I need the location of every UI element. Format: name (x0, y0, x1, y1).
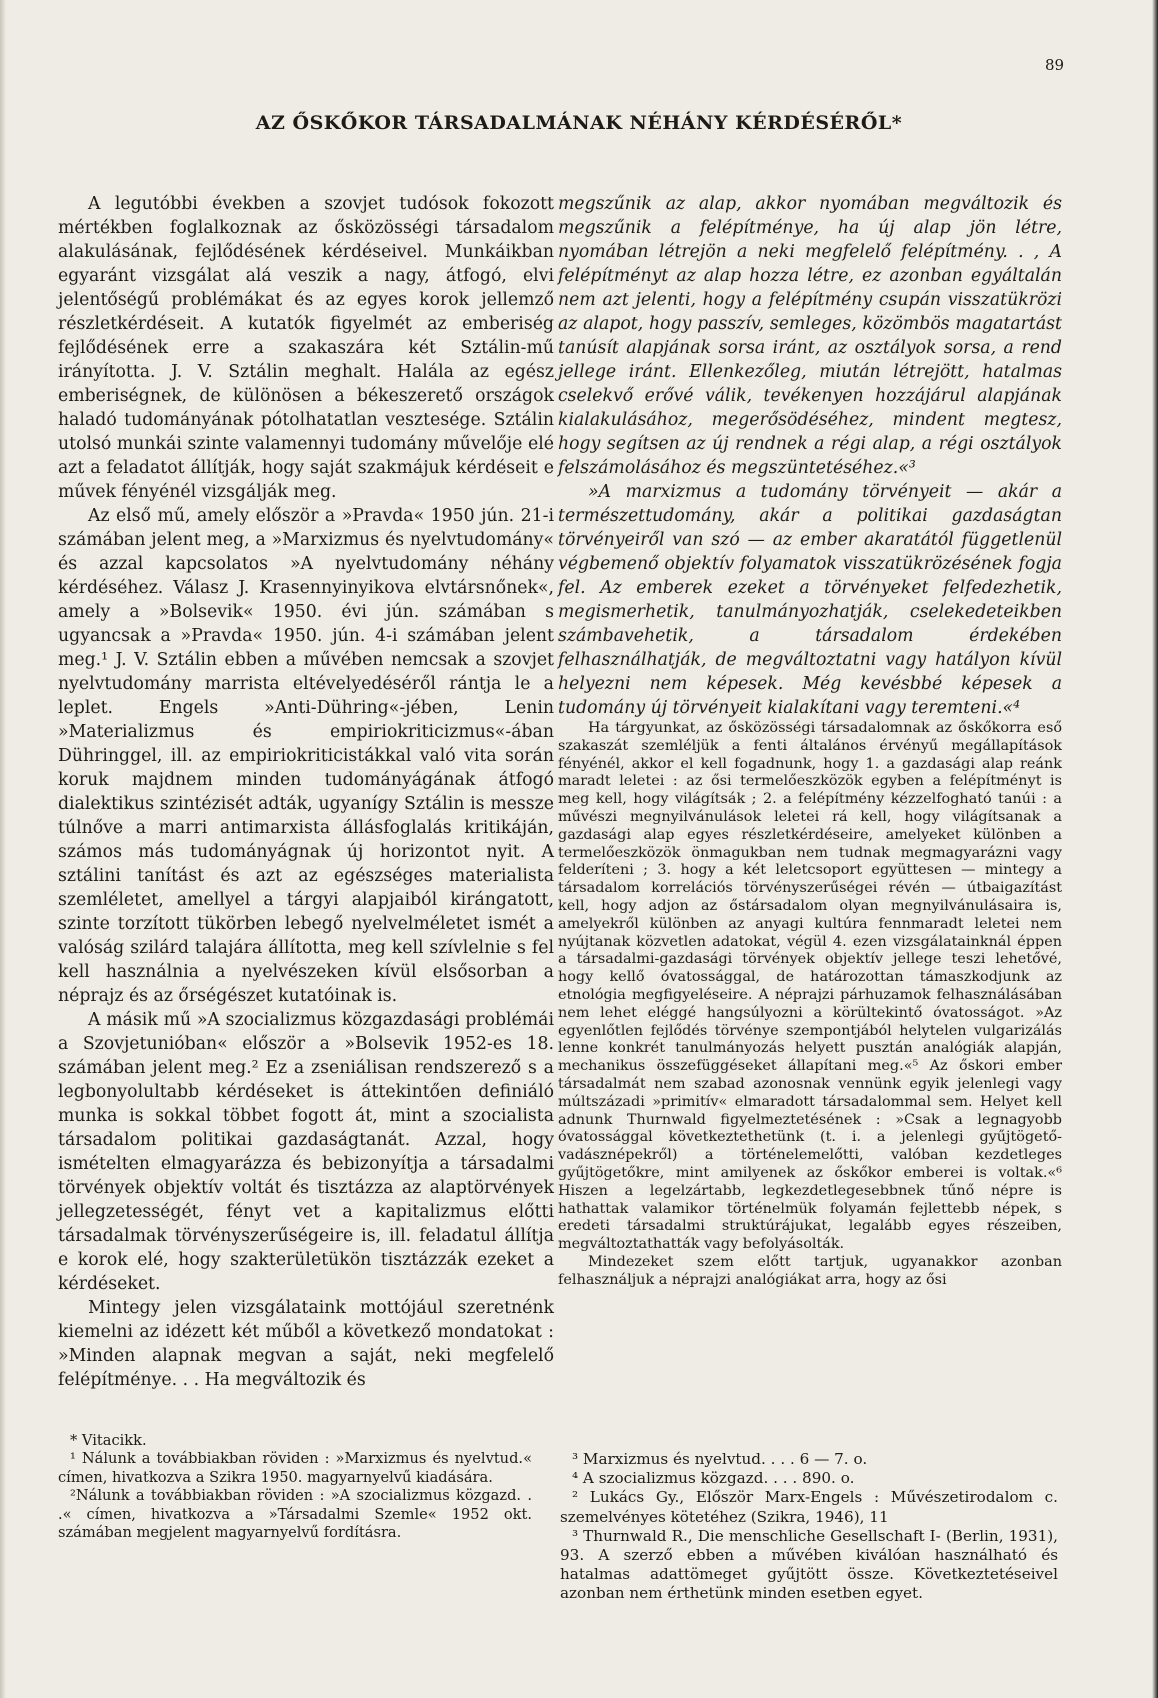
footnote: ² Lukács Gy., Először Marx-Engels : Művészetirodalom c. szemelvényes kötetéhez (Szikra, 1946), 11 (560, 1488, 1058, 1526)
scan-edge-left (0, 0, 6, 1698)
footnote: ²Nálunk a továbbiakban röviden : »A szocializmus közgazd. . .« címen, hivatkozva a »Társadalmi Szemle« 1952 okt. számában megjelent magyarnyelvű fordításra. (58, 1487, 532, 1542)
paragraph: Mindezeket szem előtt tartjuk, ugyanakkor azonban felhasználjuk a néprajzi analógiákat arra, hogy az ősi (558, 1253, 1062, 1288)
footnote: * Vitacikk. (70, 1432, 147, 1449)
paragraph-quote: megszűnik az alap, akkor nyomában megváltozik és megszűnik a felépítménye, ha új alap jön létre, nyomában létrejön a neki megfelelő felépítmény. . , A felépítményt az alap hozza létre, ez azonban egyáltalán nem azt jelenti, hogy a felépítmény csupán visszatükrözi az alapot, hogy passzív, semleges, közömbös magatartást tanúsít alapjának sorsa iránt, az osztályok sorsa, a rend jellege iránt. Ellenkezőleg, miután létrejött, hatalmas cselekvő erővé válik, tevékenyen hozzájárul alapjának kialakulásához, megerősödéséhez, mindent megtesz, hogy segítsen az új rendnek a régi alap, a régi osztályok felszámolásához és megszüntetéséhez.«³ (558, 194, 1062, 478)
footnote: ¹ Nálunk a továbbiakban röviden : »Marxizmus és nyelvtud.« címen, hivatkozva a Szikra 1950. magyarnyelvű kiadására. (58, 1450, 532, 1486)
footnote: ³ Thurnwald R., Die menschliche Gesellschaft I- (Berlin, 1931), 93. A szerző ebben a művében kiválóan használható és hatalmas adattömeget gyűjtött össze. Következtetéseivel azonban nem érthetünk minden esetben egyet. (560, 1526, 1058, 1603)
footnotes-right (560, 1450, 1058, 1604)
paragraph: A másik mű »A szocializmus közgazdasági problémái a Szovjetunióban« először a »Bolsevik 1952-es 18. számában jelent meg.² Ez a zseniálisan rendszerező s a legbonyolultabb kérdéseket is áttekintően definiáló munka is sokkal többet fogott át, mint a szocialista társadalom politikai gazdaságtanát. Azzal, hogy ismételten elmagyarázza és bebizonyítja a társadalmi törvények objektív voltát és tisztázza az alaptörvények jellegzetességét, fényt vet a kapitalizmus előtti társadalmak törvényszerűségeire is, ill. feladatul állítja e korok elé, hogy szakterületükön tisztázzák ezeket a kérdéseket. (58, 1010, 554, 1294)
footnote: ³ Marxizmus és nyelvtud. . . . 6 — 7. o. (572, 1450, 868, 1468)
right-column (558, 192, 1062, 1290)
article-title: AZ ŐSKŐKOR TÁRSADALMÁNAK NÉHÁNY KÉRDÉSÉRŐL* (255, 112, 903, 134)
paragraph: Az első mű, amely először a »Pravda« 1950 jún. 21-i számában jelent meg, a »Marxizmus és nyelvtudomány« és azzal kapcsolatos »A nyelvtudomány néhány kérdéséhez. Válasz J. Krasennyinyikova elvtársnőnek«, amely a »Bolsevik« 1950. évi jún. számában s ugyancsak a »Pravda« 1950. jún. 4-i számában jelent meg.¹ J. V. Sztálin ebben a művében nemcsak a szovjet nyelvtudomány marrista eltévelyedéséről rántja le a leplet. Engels »Anti-Dühring«-jében, Lenin »Materializmus és empiriokriticizmus«-ában Dühringgel, ill. az empiriokriticistákkal való vita során koruk majdnem minden tudományágának átfogó dialektikus szintézisét adták, ugyanígy Sztálin is messze túlnőve a marri antimarxista állásfoglalás kritikáján, számos más tudományágnak új horizontot nyit. A sztálini tanítást és azt az egészséges materialista szemléletet, amellyel a tárgyi alapjaiból kirángatott, szinte torzított tükörben lebegő nyelvelméletet ismét a valóság szilárd talajára állította, meg kell szívlelnie s fel kell használnia a nyelvészeken kívül elsősorban a néprajz és az őrségészet kutatóinak is. (58, 506, 554, 1006)
paragraph: Mintegy jelen vizsgálataink mottójául szeretnénk kiemelni az idézett két műből a következő mondatokat : »Minden alapnak megvan a saját, neki megfelelő felépítménye. . . Ha megváltozik és (58, 1298, 554, 1390)
footnote: ⁴ A szocializmus közgazd. . . . 890. o. (572, 1469, 855, 1488)
paragraph: Ha tárgyunkat, az ősközösségi társadalomnak az őskőkorra eső szakaszát szemléljük a fenti általános érvényű megállapítások fényénél, akkor el kell fogadnunk, hogy 1. a gazdasági alap reánk maradt leletei : az ősi termelőeszközök egyben a felépítményt is meg kell, hogy világítsák ; 2. a felépítmény kézzelfogható tanúi : a művészi megnyilvánulások leletei rá kell, hogy világítsanak a gazdasági alap egyes részletkérdéseire, amelyeket különben a termelőeszközök önmagukban nem tudnak megmagyarázni vagy felderíteni ; 3. hogy a két leletcsoport együttesen — mintegy a társadalom korrelációs törvényszerűségei révén — útbaigazítást kell, hogy adjon az őstársadalom olyan megnyilvánulásaira is, amelyekről különben az anyagi kultúra fennmaradt leletei nem nyújtanak közvetlen adatokat, végül 4. ezen vizsgálatainknál éppen a társadalmi-gazdasági törvények objektív jellege teszi lehetővé, hogy kellő óvatossággal, de határozottan támaszkodjunk az etnológia megfigyeléseire. A néprajzi párhuzamok felhasználásában nem lehet eléggé hangsúlyozni a körültekintő óvatosságot. »Az egyenlőtlen fejlődés törvénye szempontjából helytelen vulgarizálás lenne konkrét tanulmányozás helyett pusztán analógiák alapján, mechanikus összefüggéseket állapítani meg.«⁵ Az őskori ember társadalmát nem szabad azonosnak vennünk egyik jelenlegi vagy múltszázadi »primitív« elmaradott társadalommal sem. Helyet kell adnunk Thurnwald figyelmeztetésének : »Csak a legnagyobb óvatossággal következtethetünk (t. i. a jelenlegi gyűjtögető-vadásznépekről) a történelemelőtti, valóban kezdetleges gyűjtögetőkre, mint amilyenek az őskőkor emberei is voltak.«⁶ Hiszen a legelzártabb, legkezdetlegesebbnek tűnő népre is hathattak valamikor történelmük folyamán fejlettebb népek, s eredeti társadalmi struktúrájukat, legalább egyes részeiben, megváltoztathatták vagy befolyásolták. (558, 720, 1062, 1253)
paragraph-quote: »A marxizmus a tudomány törvényeit — akár a természettudomány, akár a politikai gazdaságtan törvényeiről van szó — az ember akaratától függetlenül végbemenő objektív folyamatok visszatükrözésének fogja fel. Az emberek ezeket a törvényeket felfedezhetik, megismerhetik, tanulmányozhatják, cselekedeteikben számbavehetik, a társadalom érdekében felhasználhatják, de megváltoztatni vagy hatályon kívül helyezni nem képesek. Még kevésbbé képesek a tudomány új törvényeit kialakítani vagy teremteni.«⁴ (558, 482, 1062, 718)
left-column (58, 192, 554, 1392)
page-number: 89 (1045, 56, 1065, 74)
paragraph: A legutóbbi években a szovjet tudósok fokozott mértékben foglalkoznak az ősközösségi társadalom alakulásának, fejlődésének kérdéseivel. Munkáikban egyaránt vizsgálat alá veszik a nagy, átfogó, elvi jelentőségű problémákat és az egyes korok jellemző részletkérdéseit. A kutatók figyelmét az emberiség fejlődésének erre a szakaszára két Sztálin-mű irányította. J. V. Sztálin meghalt. Halála az egész emberiségnek, de különösen a békeszerető országok haladó tudományának pótolhatatlan vesztesége. Sztálin utolsó munkái szinte valamennyi tudomány művelője elé azt a feladatot állítják, hogy saját szakmájuk kérdéseit e művek fényénél vizsgálják meg. (58, 194, 554, 502)
scan-edge-right (1152, 0, 1158, 1698)
footnotes-left (58, 1432, 532, 1542)
